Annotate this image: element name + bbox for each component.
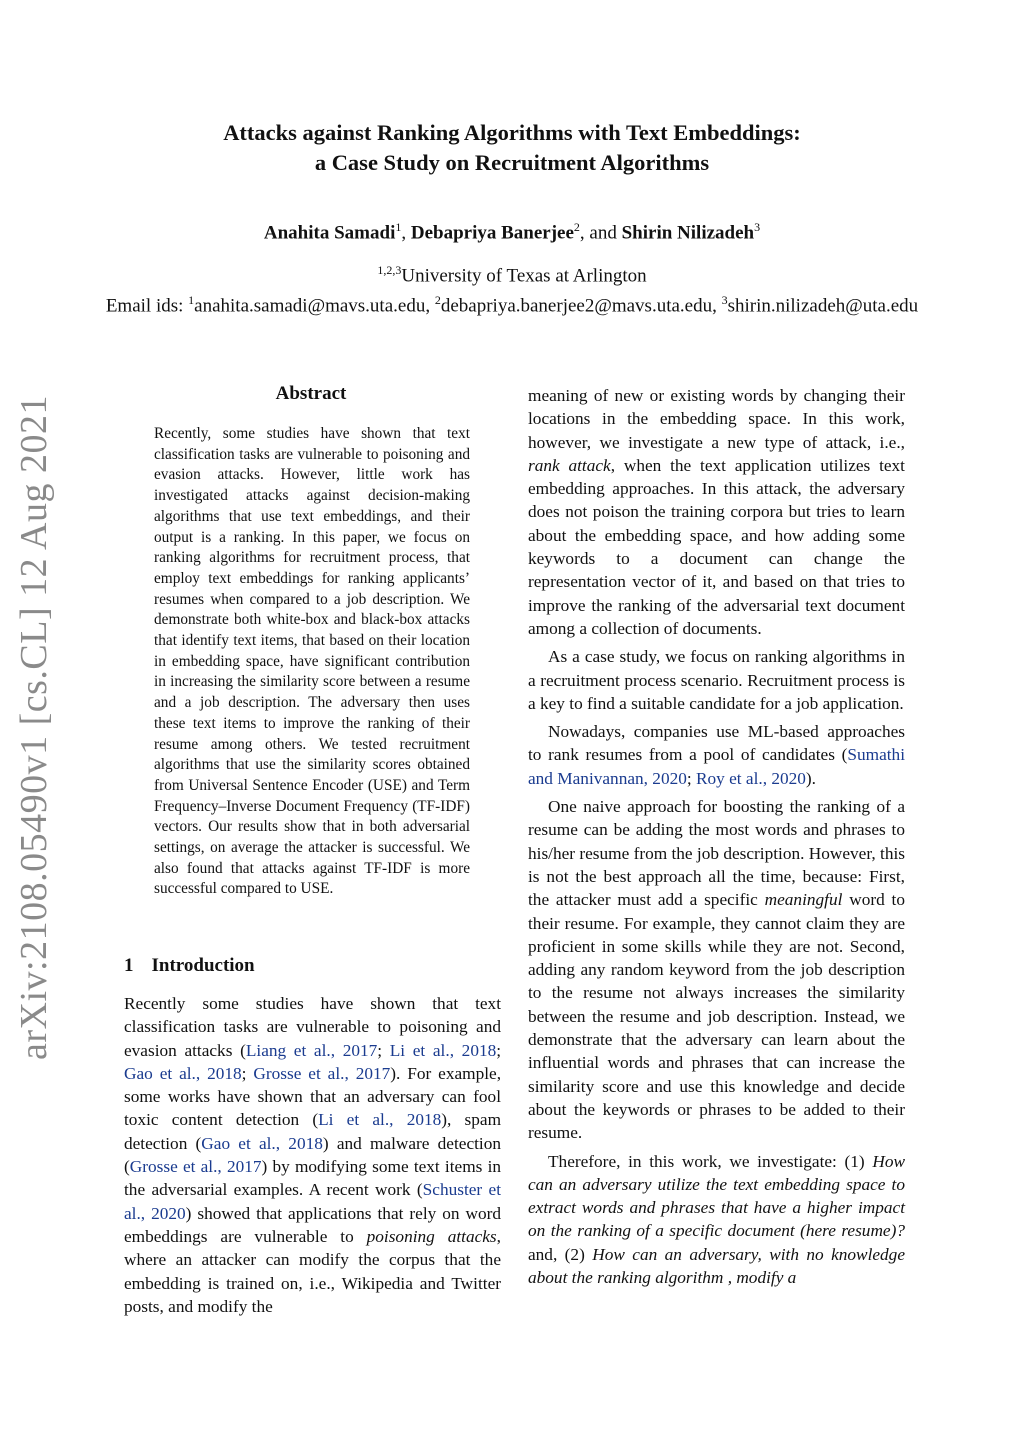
title-line-1: Attacks against Ranking Algorithms with Text Embeddings: [223, 120, 801, 145]
section-title: Introduction [151, 955, 255, 976]
affiliation [0, 258, 1024, 288]
email-3[interactable]: shirin.nilizadeh@uta.edu [727, 295, 919, 317]
paragraph-2: As a case study, we focus on ranking algorithms in a recruitment process scenario. Recruitment process is a key to find a suitable candidate for a job application. [528, 647, 905, 713]
text-run: , where an attacker can modify the corpus that the embedding is trained on, i.e., Wikipedia and Twitter posts, and modify the [124, 1226, 501, 1316]
text-run: Recently some studies have shown that text classification tasks are vulnerable to poisoning and evasion attacks ( [124, 994, 501, 1060]
email-prefix: Email ids: [105, 295, 189, 317]
author-2-sup: 2 [573, 220, 580, 234]
affiliation-sup: 1,2,3 [377, 263, 402, 277]
citation[interactable]: Gao et al., 2018 [201, 1133, 323, 1153]
arxiv-stamp: arXiv:2108.05490v1 [cs.CL] 12 Aug 2021 [13, 395, 55, 1060]
affiliation-block [0, 258, 1024, 319]
emphasis: How can an adversary, with no knowledge about the ranking algorithm , modify a [528, 1244, 905, 1287]
emphasis: rank attack [528, 455, 611, 475]
text-run: ) and malware detection ( [124, 1133, 501, 1177]
emphasis: poisoning attacks [366, 1226, 497, 1246]
citation[interactable]: Grosse et al., 2017 [253, 1063, 391, 1083]
email-2-sup: 2 [434, 293, 441, 308]
author-and: , and [579, 222, 622, 244]
intro-paragraph: Recently some studies have shown that text classification tasks are vulnerable to poisoning and evasion attacks (Liang et al., 2017; Li et al., 2018; Gao et al., 2018; Grosse et al., 2017). For example, some works have shown that an adversary can fool toxic content detection (Li et al., 2018), spam detection (Gao et al., 2018) and malware detection (Grosse et al., 2017) by modifying some text items in the adversarial examples. A recent work (Schuster et al., 2020) showed that applications that rely on word embeddings are vulnerable to poisoning attacks, where an attacker can modify the corpus that the embedding is trained on, i.e., Wikipedia and Twitter posts, and modify the [124, 994, 502, 1316]
author-list: Anahita Samadi$^1$, Debapriya Banerjee$^2$, and Shirin Nilizadeh$^3$ [263, 220, 761, 244]
citation[interactable]: Liang et al., 2017 [245, 1040, 378, 1060]
emphasis: meaningful [764, 890, 843, 910]
citation[interactable]: Roy et al., 2020 [695, 768, 806, 788]
text-run: ) by modifying some text items in the adversarial examples. A recent work ( [124, 1157, 502, 1200]
intro-column-left [124, 992, 501, 1323]
text-run: ), spam detection ( [124, 1110, 502, 1153]
paragraph-3: Nowadays, companies use ML-based approaches to rank resumes from a pool of candidates (Sumathi and Manivannan, 2020; Roy et al., 2020). [528, 722, 905, 788]
paper-title [0, 118, 1024, 178]
citation[interactable]: Li et al., 2018 [318, 1110, 442, 1130]
citation[interactable]: Schuster et al., 2020 [124, 1180, 501, 1223]
citation[interactable]: Sumathi and Manivannan, 2020 [528, 745, 905, 788]
affiliation-name: University of Texas at Arlington [401, 265, 647, 287]
author-1: Anahita Samadi [263, 222, 396, 244]
abstract-heading: Abstract [275, 383, 347, 404]
paragraph-5: Therefore, in this work, we investigate: (1) How can an adversary utilize the text embedding space to extract words and phrases that have a higher impact on the ranking of a specific document (here resume)? and, (2) How can an adversary, with no knowledge about the ranking algorithm , modify a [528, 1151, 905, 1287]
abstract-text: Recently, some studies have shown that text classification tasks are vulnerable to poisoning and evasion attacks. However, little work has investigated attacks against decision-making algorithms that use text embeddings, and their output is a ranking. In this paper, we focus on ranking algorithms for recruitment process, that employ text embeddings for ranking applicants’ resumes when compared to a job description. We demonstrate both white-box and black-box attacks that identify text items, that based on their location in embedding space, have significant contribution in increasing the similarity score between a resume and a job description. The adversary then uses these text items to improve the ranking of their resume among others. We tested recruitment algorithms that use the similarity scores obtained from Universal Sentence Encoder (USE) and Term Frequency–Inverse Document Frequency (TF-IDF) vectors. Our results show that in both adversarial settings, on average the attacker is successful. We also found that attacks against TF-IDF is more successful compared to USE. [154, 425, 470, 898]
section-number: 1 [124, 955, 134, 976]
author-2: Debapriya Banerjee [410, 222, 574, 244]
author-3-sup: 3 [754, 220, 761, 234]
paragraph-1: meaning of new or existing words by changing their locations in the embedding space. In this work, however, we investigate a new type of attack, i.e., rank attack, when the text application utilizes text embedding approaches. In this attack, the adversary does not poison the training corpora but tries to learn about the embedding space, and how adding some keywords to a document can change the representation vector of it, and based on that tries to improve the ranking of the adversarial text document among a collection of documents. [528, 386, 905, 638]
citation[interactable]: Gao et al., 2018 [124, 1063, 242, 1083]
author-3: Shirin Nilizadeh [621, 222, 755, 244]
intro-column-right [528, 384, 905, 1294]
author-1-sup: 1 [395, 220, 402, 234]
email-3-sup: 3 [721, 293, 728, 308]
citation[interactable]: Li et al., 2018 [389, 1040, 497, 1060]
email-2[interactable]: debapriya.banerjee2@mavs.uta.edu, [440, 295, 722, 317]
email-1[interactable]: anahita.samadi@mavs.uta.edu, [194, 295, 435, 317]
text-run: ). For example, some works have shown that an adversary can fool toxic content detection ( [124, 1063, 502, 1130]
emphasis: How can an adversary utilize the text embedding space to extract words and phrases that have a higher impact on the ranking of a specific document (here resume)? [528, 1151, 905, 1241]
text-run: ) showed that applications that rely on word embeddings are vulnerable to [124, 1203, 501, 1246]
email-1-sup: 1 [188, 293, 195, 308]
title-line-2: a Case Study on Recruitment Algorithms [314, 150, 710, 175]
section-heading [124, 955, 255, 977]
email-list [0, 288, 1024, 318]
citation[interactable]: Grosse et al., 2017 [129, 1157, 262, 1177]
paragraph-4: One naive approach for boosting the ranking of a resume can be adding the most words and phrases to his/her resume from the job description. However, this is not the best approach all the time, because: First, the attacker must add a specific meaningful word to their resume. For example, they cannot claim they are proficient in some skills while they are not. Second, adding any random keyword from the job description to the resume not always increases the similarity between the resume and job description. Instead, we demonstrate that the adversary can learn about the influential words and phrases that can increase the similarity score and use this knowledge and decide about the keywords or phrases to be added to their resume. [528, 797, 906, 1143]
